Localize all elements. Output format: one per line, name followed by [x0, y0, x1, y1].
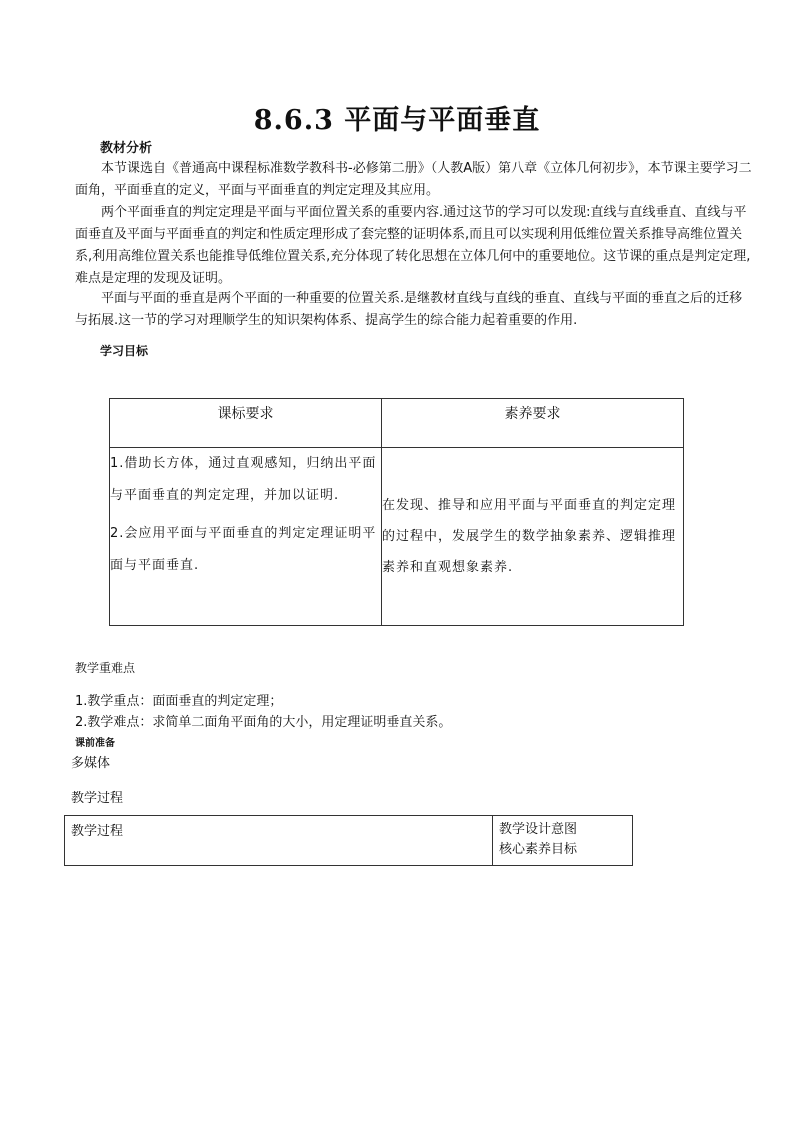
key-point-1: 1.教学重点：面面垂直的判定定理； [75, 694, 283, 709]
process-heading: 教学过程 [71, 791, 124, 806]
preparation-heading: 课前准备 [75, 738, 115, 749]
literacy-requirements-header: 素养要求 [382, 399, 684, 448]
preparation-content: 多媒体 [71, 756, 111, 771]
process-left-label: 教学过程 [71, 824, 124, 839]
process-left-cell [65, 816, 493, 866]
curriculum-requirement-1: 1.借助长方体，通过直观感知，归纳出平面与平面垂直的判定定理，并加以证明. [110, 456, 377, 503]
curriculum-requirement-2: 2.会应用平面与平面垂直的判定定理证明平面与平面垂直. [110, 526, 377, 573]
learning-goals-table [109, 398, 684, 626]
design-intent-label: 教学设计意图 [499, 822, 578, 837]
analysis-paragraph-2: 两个平面垂直的判定定理是平面与平面位置关系的重要内容.通过这节的学习可以发现:直线与直线垂直、直线与平面垂直及平面与平面垂直的判定和性质定理形成了套完整的证明体系,而且可以实现利用低维位置关系推导高维位置关系,利用高维位置关系也能推导低维位置关系,充分体现了转化思想在立体几何中的重要地位。这节课的重点是判定定理,难点是定理的发现及证明。 [75, 205, 751, 286]
literacy-requirements-cell [382, 448, 684, 626]
page-title: 8.6.3 平面与平面垂直 [253, 105, 541, 136]
analysis-paragraph-3: 平面与平面的垂直是两个平面的一种重要的位置关系.是继教材直线与直线的垂直、直线与平面的垂直之后的迁移与拓展.这一节的学习对理顺学生的知识架构体系、提高学生的综合能力起着重要的作用. [75, 291, 743, 328]
process-right-cell [493, 816, 633, 866]
textbook-analysis-heading: 教材分析 [100, 141, 153, 156]
analysis-paragraph-1: 本节课选自《普通高中课程标准数学教科书-必修第二册》（人教A版）第八章《立体几何初步》，本节课主要学习二面角，平面垂直的定义，平面与平面垂直的判定定理及其应用。 [75, 161, 752, 198]
curriculum-requirements-header: 课标要求 [110, 399, 382, 448]
literacy-requirement-text: 在发现、推导和应用平面与平面垂直的判定定理的过程中，发展学生的数学抽象素养、逻辑推理素养和直观想象素养. [382, 498, 677, 575]
core-literacy-label: 核心素养目标 [499, 842, 578, 857]
learning-goals-heading: 学习目标 [100, 344, 149, 358]
key-point-2: 2.教学难点：求简单二面角平面角的大小，用定理证明垂直关系。 [75, 715, 452, 730]
curriculum-requirements-cell [110, 448, 382, 626]
key-points-heading: 教学重难点 [75, 661, 136, 675]
teaching-process-table [64, 815, 633, 866]
